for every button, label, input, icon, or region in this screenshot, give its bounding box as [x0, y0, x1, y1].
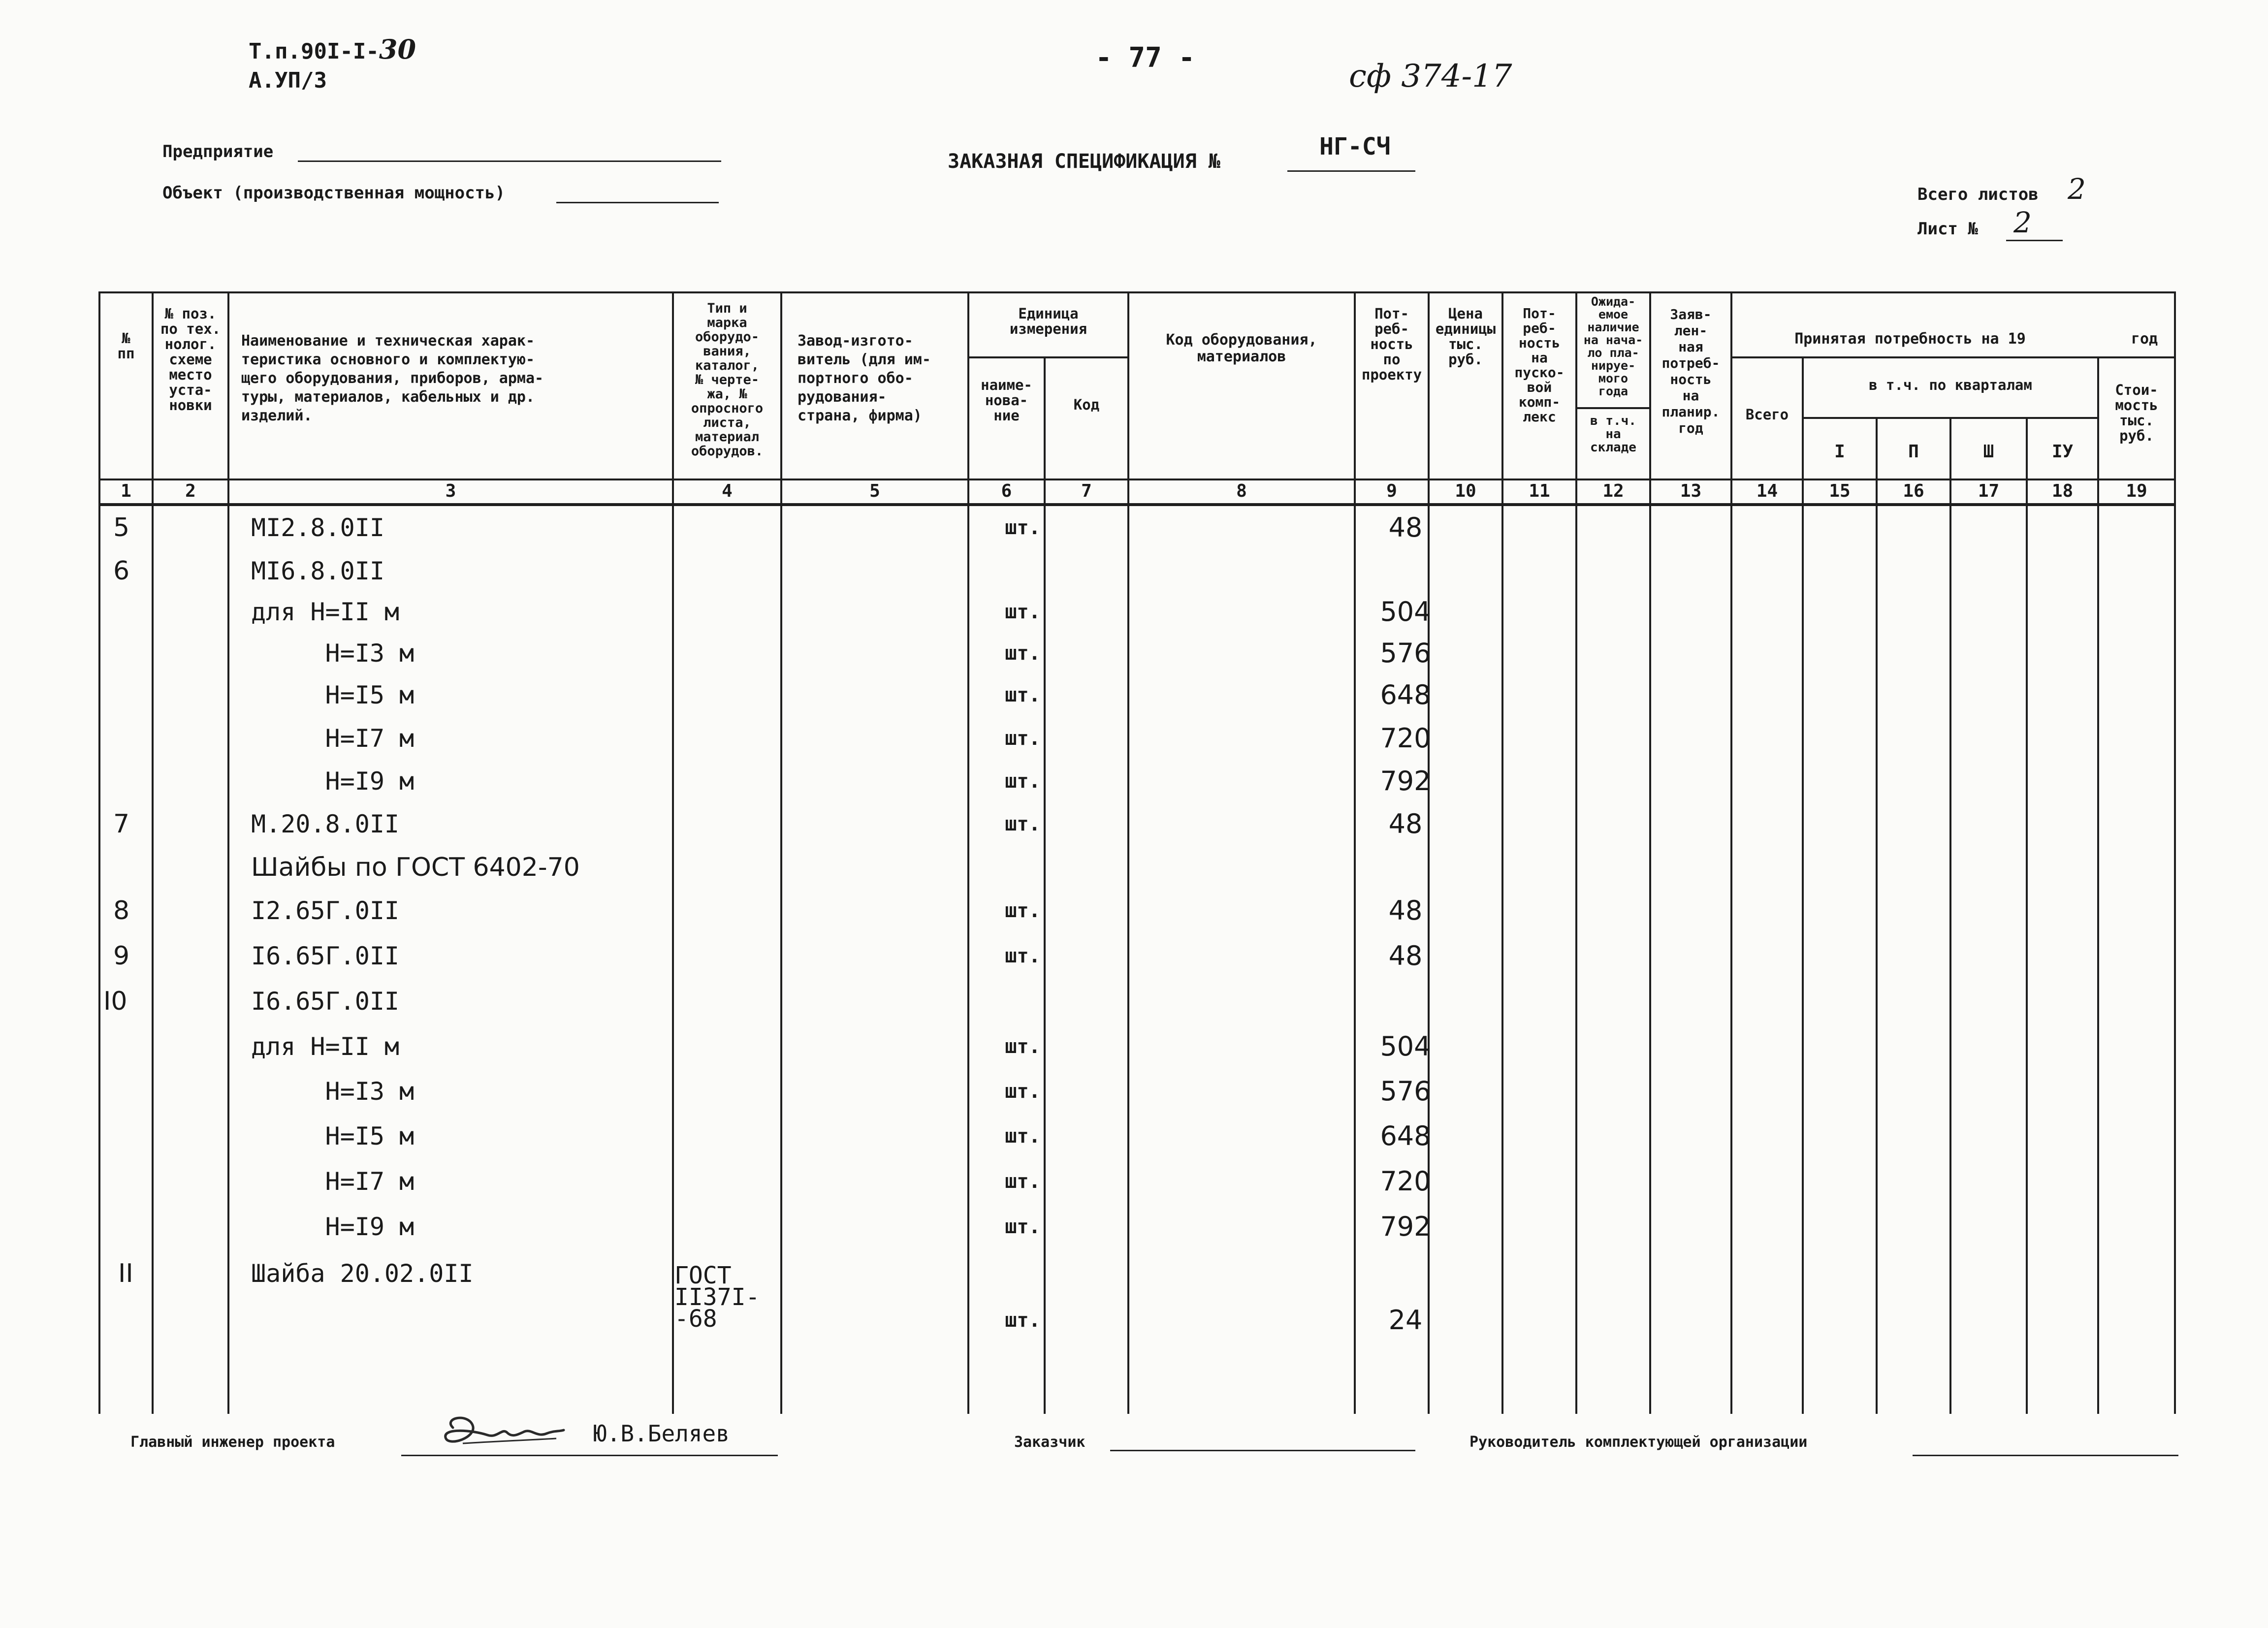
row-number: 8	[113, 896, 130, 926]
column-number: 13	[1680, 481, 1702, 501]
table-row	[98, 1117, 2176, 1156]
column-number: 1	[121, 481, 131, 501]
supplier-label: Руководитель комплектующей организации	[1469, 1434, 1808, 1451]
table-row	[98, 982, 2176, 1021]
row-name: Н=I9 м	[251, 767, 415, 796]
row-quantity: 576	[1380, 1076, 1431, 1107]
row-unit: шт.	[1005, 813, 1041, 835]
row-number: I0	[103, 987, 128, 1016]
row-unit: шт.	[1005, 601, 1041, 623]
table-row	[98, 891, 2176, 930]
row-quantity: 792	[1380, 1211, 1431, 1242]
column-number: 14	[1756, 481, 1778, 501]
row-type: ГОСТ II37I- -68	[674, 1262, 760, 1333]
table-row	[98, 1027, 2176, 1066]
header-col6: наиме- нова- ние	[981, 378, 1032, 424]
column-number-border	[98, 503, 2176, 506]
doc-code-line1: Т.п.90I-I-	[249, 39, 379, 64]
spec-label: ЗАКАЗНАЯ СПЕЦИФИКАЦИЯ №	[948, 150, 1220, 173]
enterprise-line	[298, 160, 721, 162]
signature-image	[433, 1408, 571, 1457]
column-number: 15	[1829, 481, 1851, 501]
stock-subline	[1575, 407, 1649, 409]
row-number: 5	[113, 513, 130, 543]
row-name: Н=I7 м	[251, 1167, 415, 1196]
row-quantity: 504	[1380, 596, 1431, 627]
row-quantity: 48	[1388, 512, 1423, 543]
row-unit: шт.	[1005, 1309, 1041, 1332]
doc-code	[249, 33, 416, 65]
header-col6-7: Единица измерения	[1009, 306, 1087, 337]
column-number: 17	[1978, 481, 2000, 501]
row-name: I6.65Г.0II	[251, 987, 400, 1016]
header-col7: Код	[1073, 397, 1100, 413]
row-name: для Н=II м	[251, 598, 400, 626]
column-number: 16	[1903, 481, 1924, 501]
doc-code-line2: А.УП/3	[249, 68, 327, 93]
header-col16: П	[1908, 444, 1919, 462]
table-row	[98, 634, 2176, 673]
row-quantity: 720	[1380, 1166, 1431, 1197]
table-row	[98, 804, 2176, 844]
header-accepted: Принятая потребность на 19	[1794, 330, 2026, 348]
units-subline	[967, 356, 1127, 358]
row-quantity	[1369, 1254, 1442, 1293]
row-name: Н=I5 м	[251, 1122, 415, 1150]
column-number: 4	[722, 481, 733, 501]
column-number: 6	[1001, 481, 1012, 501]
row-quantity: 648	[1380, 1120, 1431, 1151]
row-unit	[985, 982, 1061, 1021]
header-col9: Пот- реб- ность по проекту	[1361, 306, 1422, 383]
sheet-value: 2	[2013, 206, 2032, 239]
row-quantity: 48	[1388, 940, 1423, 971]
row-quantity: 48	[1388, 808, 1423, 839]
row-name: М.20.8.0II	[251, 810, 400, 838]
row-name: МI6.8.0II	[251, 557, 384, 585]
row-name: Н=I9 м	[251, 1213, 415, 1241]
table-row	[98, 592, 2176, 632]
header-col11: Пот- реб- ность на пуско- вой комп- лекс	[1514, 306, 1565, 425]
header-col5: Завод-изгото- витель (для им- портного обо- рудования- страна, фирма)	[798, 332, 931, 424]
header-accepted-year: год	[2131, 330, 2158, 348]
customer-line	[1110, 1450, 1415, 1451]
row-unit	[985, 848, 1061, 887]
accepted-subline	[1730, 356, 2176, 358]
row-unit: шт.	[1005, 1125, 1041, 1148]
row-quantity	[1369, 982, 1442, 1021]
table-row	[98, 848, 2176, 887]
row-unit: шт.	[1005, 770, 1041, 793]
column-number: 10	[1455, 481, 1476, 501]
header-col3: Наименование и техническая харак- теристика основного и комплектую- щего оборудования, приборов, арма- туры, материалов, кабельных и др. изделий.	[241, 332, 544, 424]
customer-label: Заказчик	[1014, 1434, 1086, 1451]
column-number: 3	[445, 481, 456, 501]
header-col17: Ш	[1983, 444, 1994, 462]
row-unit	[985, 551, 1061, 591]
row-quantity	[1369, 551, 1442, 591]
supplier-line	[1913, 1455, 2178, 1456]
row-unit: шт.	[1005, 1080, 1041, 1103]
chief-engineer-label: Главный инженер проекта	[130, 1434, 335, 1451]
row-unit: шт.	[1005, 727, 1041, 750]
header-col1: № пп	[117, 331, 135, 362]
row-unit: шт.	[1005, 1035, 1041, 1058]
row-name: Шайбы по ГОСТ 6402-70	[251, 853, 580, 882]
total-sheets-label: Всего листов	[1917, 185, 2039, 204]
row-name: Шайба 20.02.0II	[251, 1259, 474, 1288]
header-col10: Цена единицы тыс. руб.	[1435, 306, 1496, 368]
row-quantity	[1369, 848, 1442, 887]
row-quantity: 576	[1380, 638, 1431, 669]
row-unit: шт.	[1005, 1170, 1041, 1193]
object-line	[556, 202, 719, 203]
header-col4: Тип и марка оборудо- вания, каталог, № черте- жа, № опросного листа, материал оборудов.	[691, 301, 764, 459]
row-unit: шт.	[1005, 516, 1041, 539]
table-row	[98, 1301, 2176, 1340]
table-row	[98, 1207, 2176, 1246]
table-row	[98, 508, 2176, 547]
row-name: для Н=II м	[251, 1032, 400, 1061]
row-unit	[985, 1254, 1061, 1293]
column-number: 8	[1236, 481, 1247, 501]
row-name: Н=I3 м	[251, 639, 415, 668]
row-unit: шт.	[1005, 642, 1041, 665]
row-name: I6.65Г.0II	[251, 942, 400, 970]
sheet-value-line	[2006, 240, 2063, 241]
header-col12-stock: в т.ч. на складе	[1590, 415, 1636, 455]
specification-table	[98, 291, 2176, 1414]
table-row	[98, 762, 2176, 801]
row-unit: шт.	[1005, 1215, 1041, 1238]
row-quantity: 648	[1380, 679, 1431, 710]
sheet-label: Лист №	[1917, 219, 1978, 239]
table-row	[98, 1072, 2176, 1111]
row-name: Н=I7 м	[251, 724, 415, 753]
row-number: II	[118, 1259, 133, 1288]
table-row	[98, 551, 2176, 591]
header-col14: Всего	[1745, 407, 1789, 423]
column-number: 11	[1529, 481, 1550, 501]
column-number: 2	[185, 481, 196, 501]
row-number: 9	[113, 941, 130, 971]
header-quarters: в т.ч. по кварталам	[1869, 378, 2032, 393]
column-number: 19	[2126, 481, 2147, 501]
object-label: Объект (производственная мощность)	[162, 183, 505, 203]
header-col19: Стои- мость тыс. руб.	[2115, 383, 2158, 444]
table-row	[98, 719, 2176, 758]
column-number: 12	[1602, 481, 1624, 501]
spec-number: НГ-СЧ	[1319, 133, 1391, 160]
row-unit: шт.	[1005, 684, 1041, 706]
table-row	[98, 1162, 2176, 1201]
total-sheets-value: 2	[2068, 172, 2086, 206]
handwritten-stamp: сф 374-17	[1349, 58, 1512, 95]
column-number: 18	[2051, 481, 2074, 501]
doc-code-handwritten: 30	[379, 33, 416, 65]
row-name: I2.65Г.0II	[251, 896, 400, 925]
header-col12: Ожида- емое наличие на нача- ло пла- нируе- мого года	[1583, 295, 1643, 398]
header-col13: Заяв- лен- ная потреб- ность на планир. год	[1661, 306, 1720, 436]
row-quantity: 24	[1388, 1305, 1423, 1336]
page-number: - 77 -	[1095, 42, 1195, 74]
row-name: Н=I3 м	[251, 1077, 415, 1106]
table-row	[98, 675, 2176, 715]
row-number: 7	[113, 809, 130, 839]
table-top-border	[98, 291, 2176, 293]
row-unit: шт.	[1005, 945, 1041, 967]
header-col18: IУ	[2051, 444, 2074, 462]
row-quantity: 792	[1380, 766, 1431, 797]
column-number: 5	[869, 481, 880, 501]
row-quantity: 504	[1380, 1031, 1431, 1062]
table-row	[98, 936, 2176, 976]
header-col8: Код оборудования, материалов	[1166, 332, 1317, 365]
row-quantity: 720	[1380, 723, 1431, 754]
column-number: 7	[1081, 481, 1092, 501]
row-name: МI2.8.0II	[251, 513, 384, 542]
column-number: 9	[1386, 481, 1397, 501]
row-name: Н=I5 м	[251, 681, 415, 709]
chief-engineer-name: Ю.В.Беляев	[593, 1420, 730, 1447]
header-col15: I	[1834, 444, 1845, 462]
row-unit: шт.	[1005, 899, 1041, 922]
row-number: 6	[113, 556, 130, 586]
header-col2: № поз. по тех. нолог. схеме место уста- новки	[160, 306, 221, 414]
spec-number-line	[1287, 170, 1415, 172]
row-quantity: 48	[1388, 895, 1423, 926]
enterprise-label: Предприятие	[162, 142, 274, 161]
